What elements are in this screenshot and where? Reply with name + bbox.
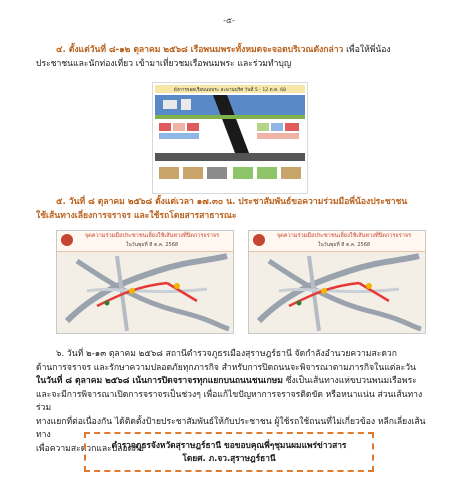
route-map-left — [56, 230, 234, 334]
stall-block — [187, 123, 199, 131]
notice-line-2: โดยศ. ภ.จว.สุราษฎร์ธานี — [182, 453, 276, 463]
route-map-graphic — [249, 251, 425, 333]
map-header — [57, 231, 233, 252]
riverside-strip — [155, 115, 305, 119]
map-marker-icon — [174, 283, 180, 289]
item-6-line-4: และจะมีการพิจารณาเปิดการจราจรเป็นช่วงๆ เพื่อแก้ไขปัญหาการจราจรติดขัด หรือหนาแน่น ส่วนเส้นทางร่วม — [36, 389, 423, 413]
stall-row — [257, 133, 299, 139]
item-5-highlight-1: ๕. วันที่ ๘ ตุลาคม ๒๕๖๘ ตั้งแต่เวลา ๑๗.๓๐ น. ประชาสัมพันธ์ขอความร่วมมือพี่น้องประชาชน — [56, 197, 408, 207]
route-map-graphic — [57, 251, 233, 333]
lower-block — [257, 167, 277, 179]
paragraph-item-5 — [36, 196, 428, 223]
boat-shape — [181, 99, 191, 110]
stall-block — [257, 123, 269, 131]
item-4-rest: เพื่อให้พี่น้อง — [343, 45, 391, 55]
item-4-highlight: ๔. ตั้งแต่วันที่ ๘-๑๒ ตุลาคม ๒๕๖๘ เรือพนมพระทั้งหมดจะจอดบริเวณดังกล่าว — [56, 45, 344, 55]
map-marker-icon — [129, 288, 135, 294]
notice-line-1: ตำรวจภูธรจังหวัดสุราษฎร์ธานี ขอขอบคุณพี่ๆชุมนผมแพร่ข่าวสาร — [111, 440, 347, 450]
thank-you-notice-box — [84, 432, 374, 472]
map-header — [249, 231, 425, 252]
map-date: ในวันพุธที่ 8 ต.ค. 2568 — [317, 242, 371, 248]
item-6-line-6: เพื่อความสะดวกและปลอดภัย — [36, 443, 144, 454]
lower-block — [281, 167, 301, 179]
map-marker-icon — [105, 301, 110, 306]
map-road — [279, 289, 399, 292]
main-road — [155, 153, 305, 161]
item-6-line-3-rest: ซึ่งเป็นเส้นทางแห่ขบวนพนมเรือพระ — [282, 376, 417, 386]
route-map-right — [248, 230, 426, 334]
map-title: จุดความร่วมมือประชาชนเลี่ยงใช้เส้นทางที่ปิดการจราจร — [276, 233, 412, 239]
item-6-line-5: ทางแยกที่ต่อเนื่องกัน ได้ติดตั้งป้ายประชาสัมพันธ์ให้กับประชาชน ผู้ใช้รถใช้ถนนที่ไม่เกี่ยวข้อง หลีกเลี่ยงเส้นทาง — [36, 416, 426, 440]
stall-block — [159, 123, 171, 131]
police-logo-icon — [61, 234, 73, 246]
item-4-line-2: ประชาชนและนักท่องเที่ยว เข้ามาเที่ยวชมเรือพนมพระ และร่วมทำบุญ — [36, 58, 292, 69]
paragraph-item-4 — [36, 44, 428, 71]
boat-shape — [163, 100, 177, 109]
map-marker-icon — [321, 288, 327, 294]
stall-block — [271, 123, 283, 131]
lower-block — [159, 167, 179, 179]
map-date: ในวันพุธที่ 8 ต.ค. 2568 — [125, 242, 179, 248]
page-number: -๕- — [223, 16, 235, 25]
boat-parking-layout-figure — [152, 82, 308, 194]
layout-caption: ผังการจอดเรือพนมพระ สะพานนริศ วันที่ 5 - 12 ต.ค. 68 — [174, 88, 286, 93]
map-road — [87, 289, 207, 292]
lower-block — [233, 167, 253, 179]
item-6-line-2: ด้านการจราจร และรักษาความปลอดภัยทุกภารกิจ สำหรับการปิดถนนจะพิจารณาตามภารกิจในแต่ละวัน — [36, 362, 416, 373]
layout-diagram — [153, 83, 307, 193]
stall-row — [159, 133, 199, 139]
lower-block — [207, 167, 227, 179]
item-5-highlight-2: ใช้เส้นทางเลี่ยงการจราจร และใช้รถโดยสารสาธารณะ — [36, 210, 237, 221]
police-logo-icon — [253, 234, 265, 246]
map-marker-icon — [297, 301, 302, 306]
map-title: จุดความร่วมมือประชาชนเลี่ยงใช้เส้นทางที่ปิดการจราจร — [84, 233, 220, 239]
item-6-line-3-bold: ในวันที่ ๘ ตุลาคม ๒๕๖๘ เน้นการปิดจราจรทุกแยกบนถนนชนเกษม — [36, 376, 283, 386]
stall-block — [173, 123, 185, 131]
map-marker-icon — [366, 283, 372, 289]
lower-block — [183, 167, 203, 179]
stall-block — [285, 123, 299, 131]
item-6-line-1: ๖. วันที่ ๒-๑๓ ตุลาคม ๒๕๖๘ สถานีตำรวจภูธรเมืองสุราษฎร์ธานี จัดกำลังอำนวยความสะดวก — [56, 349, 397, 359]
